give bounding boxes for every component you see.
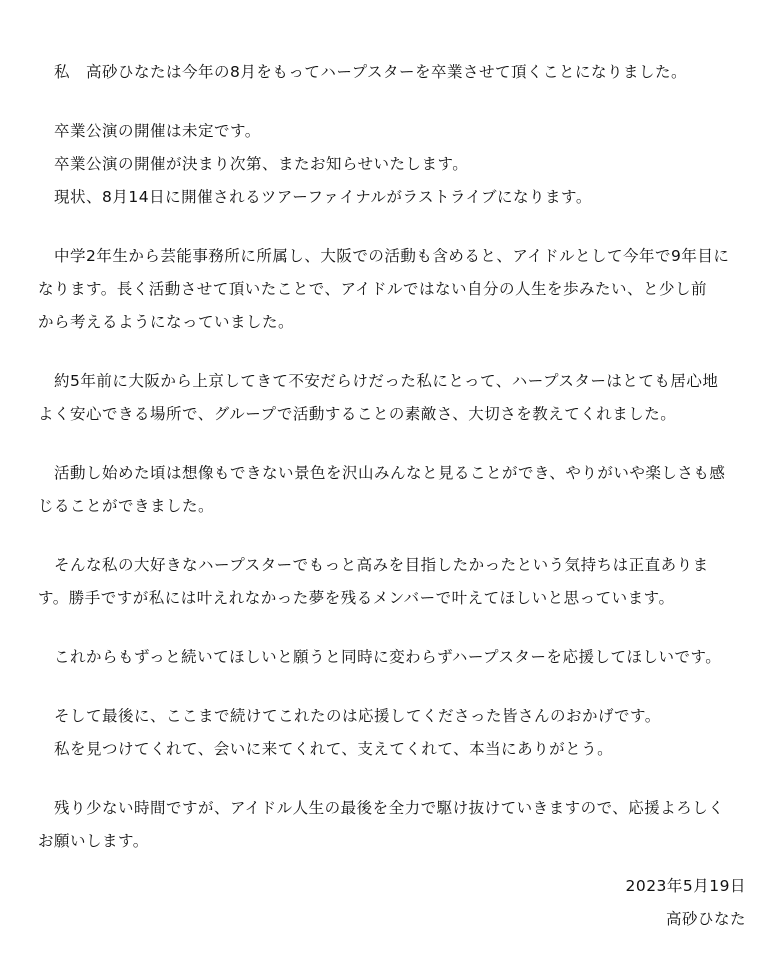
paragraph-closing	[38, 792, 750, 858]
text-line: そして最後に、ここまで続けてこれたのは応援してくださった皆さんのおかげです。	[38, 707, 661, 725]
author-name: 高砂ひなた	[665, 910, 746, 928]
text-line: 私 高砂ひなたは今年の8月をもってハープスターを卒業させて頂くことになりました。	[38, 63, 687, 81]
paragraph-feelings	[38, 549, 750, 615]
text-line: よく安心できる場所で、グループで活動することの素敵さ、大切さを教えてくれました。	[38, 405, 677, 423]
text-line: 中学2年生から芸能事務所に所属し、大阪での活動も含めると、アイドルとして今年で9年目に	[38, 247, 730, 265]
text-line: 現状、8月14日に開催されるツアーファイナルがラストライブになります。	[38, 188, 592, 206]
text-line: じることができました。	[38, 497, 215, 515]
text-line: なります。長く活動させて頂いたことで、アイドルではない自分の人生を歩みたい、と少し前	[38, 280, 708, 298]
paragraph-tokyo	[38, 365, 750, 431]
text-line: これからもずっと続いてほしいと願うと同時に変わらずハープスターを応援してほしいです。	[38, 648, 722, 666]
text-line: から考えるようになっていました。	[38, 313, 295, 331]
text-line: 活動し始めた頃は想像もできない景色を沢山みんなと見ることができ、やりがいや楽しさも感	[38, 464, 726, 482]
signature-block	[625, 870, 746, 936]
paragraph-career	[38, 240, 750, 339]
paragraph-announcement	[38, 56, 750, 89]
text-line: お願いします。	[38, 832, 149, 850]
text-line: 約5年前に大阪から上京してきて不安だらけだった私にとって、ハープスターはとても居心地	[38, 372, 719, 390]
letter-date: 2023年5月19日	[625, 877, 746, 895]
text-line: 卒業公演の開催は未定です。	[38, 122, 261, 140]
text-line: 卒業公演の開催が決まり次第、またお知らせいたします。	[38, 155, 469, 173]
paragraph-support-request	[38, 641, 750, 674]
text-line: す。勝手ですが私には叶えれなかった夢を残るメンバーで叶えてほしいと思っています。	[38, 589, 675, 607]
text-line: そんな私の大好きなハープスターでもっと高みを目指したかったという気持ちは正直ありま	[38, 556, 709, 574]
text-line: 私を見つけてくれて、会いに来てくれて、支えてくれて、本当にありがとう。	[38, 740, 614, 758]
paragraph-thanks	[38, 700, 750, 766]
paragraph-memories	[38, 457, 750, 523]
paragraph-graduation-concert	[38, 115, 750, 214]
text-line: 残り少ない時間ですが、アイドル人生の最後を全力で駆け抜けていきますので、応援よろしく	[38, 799, 725, 817]
letter-body	[38, 56, 750, 884]
